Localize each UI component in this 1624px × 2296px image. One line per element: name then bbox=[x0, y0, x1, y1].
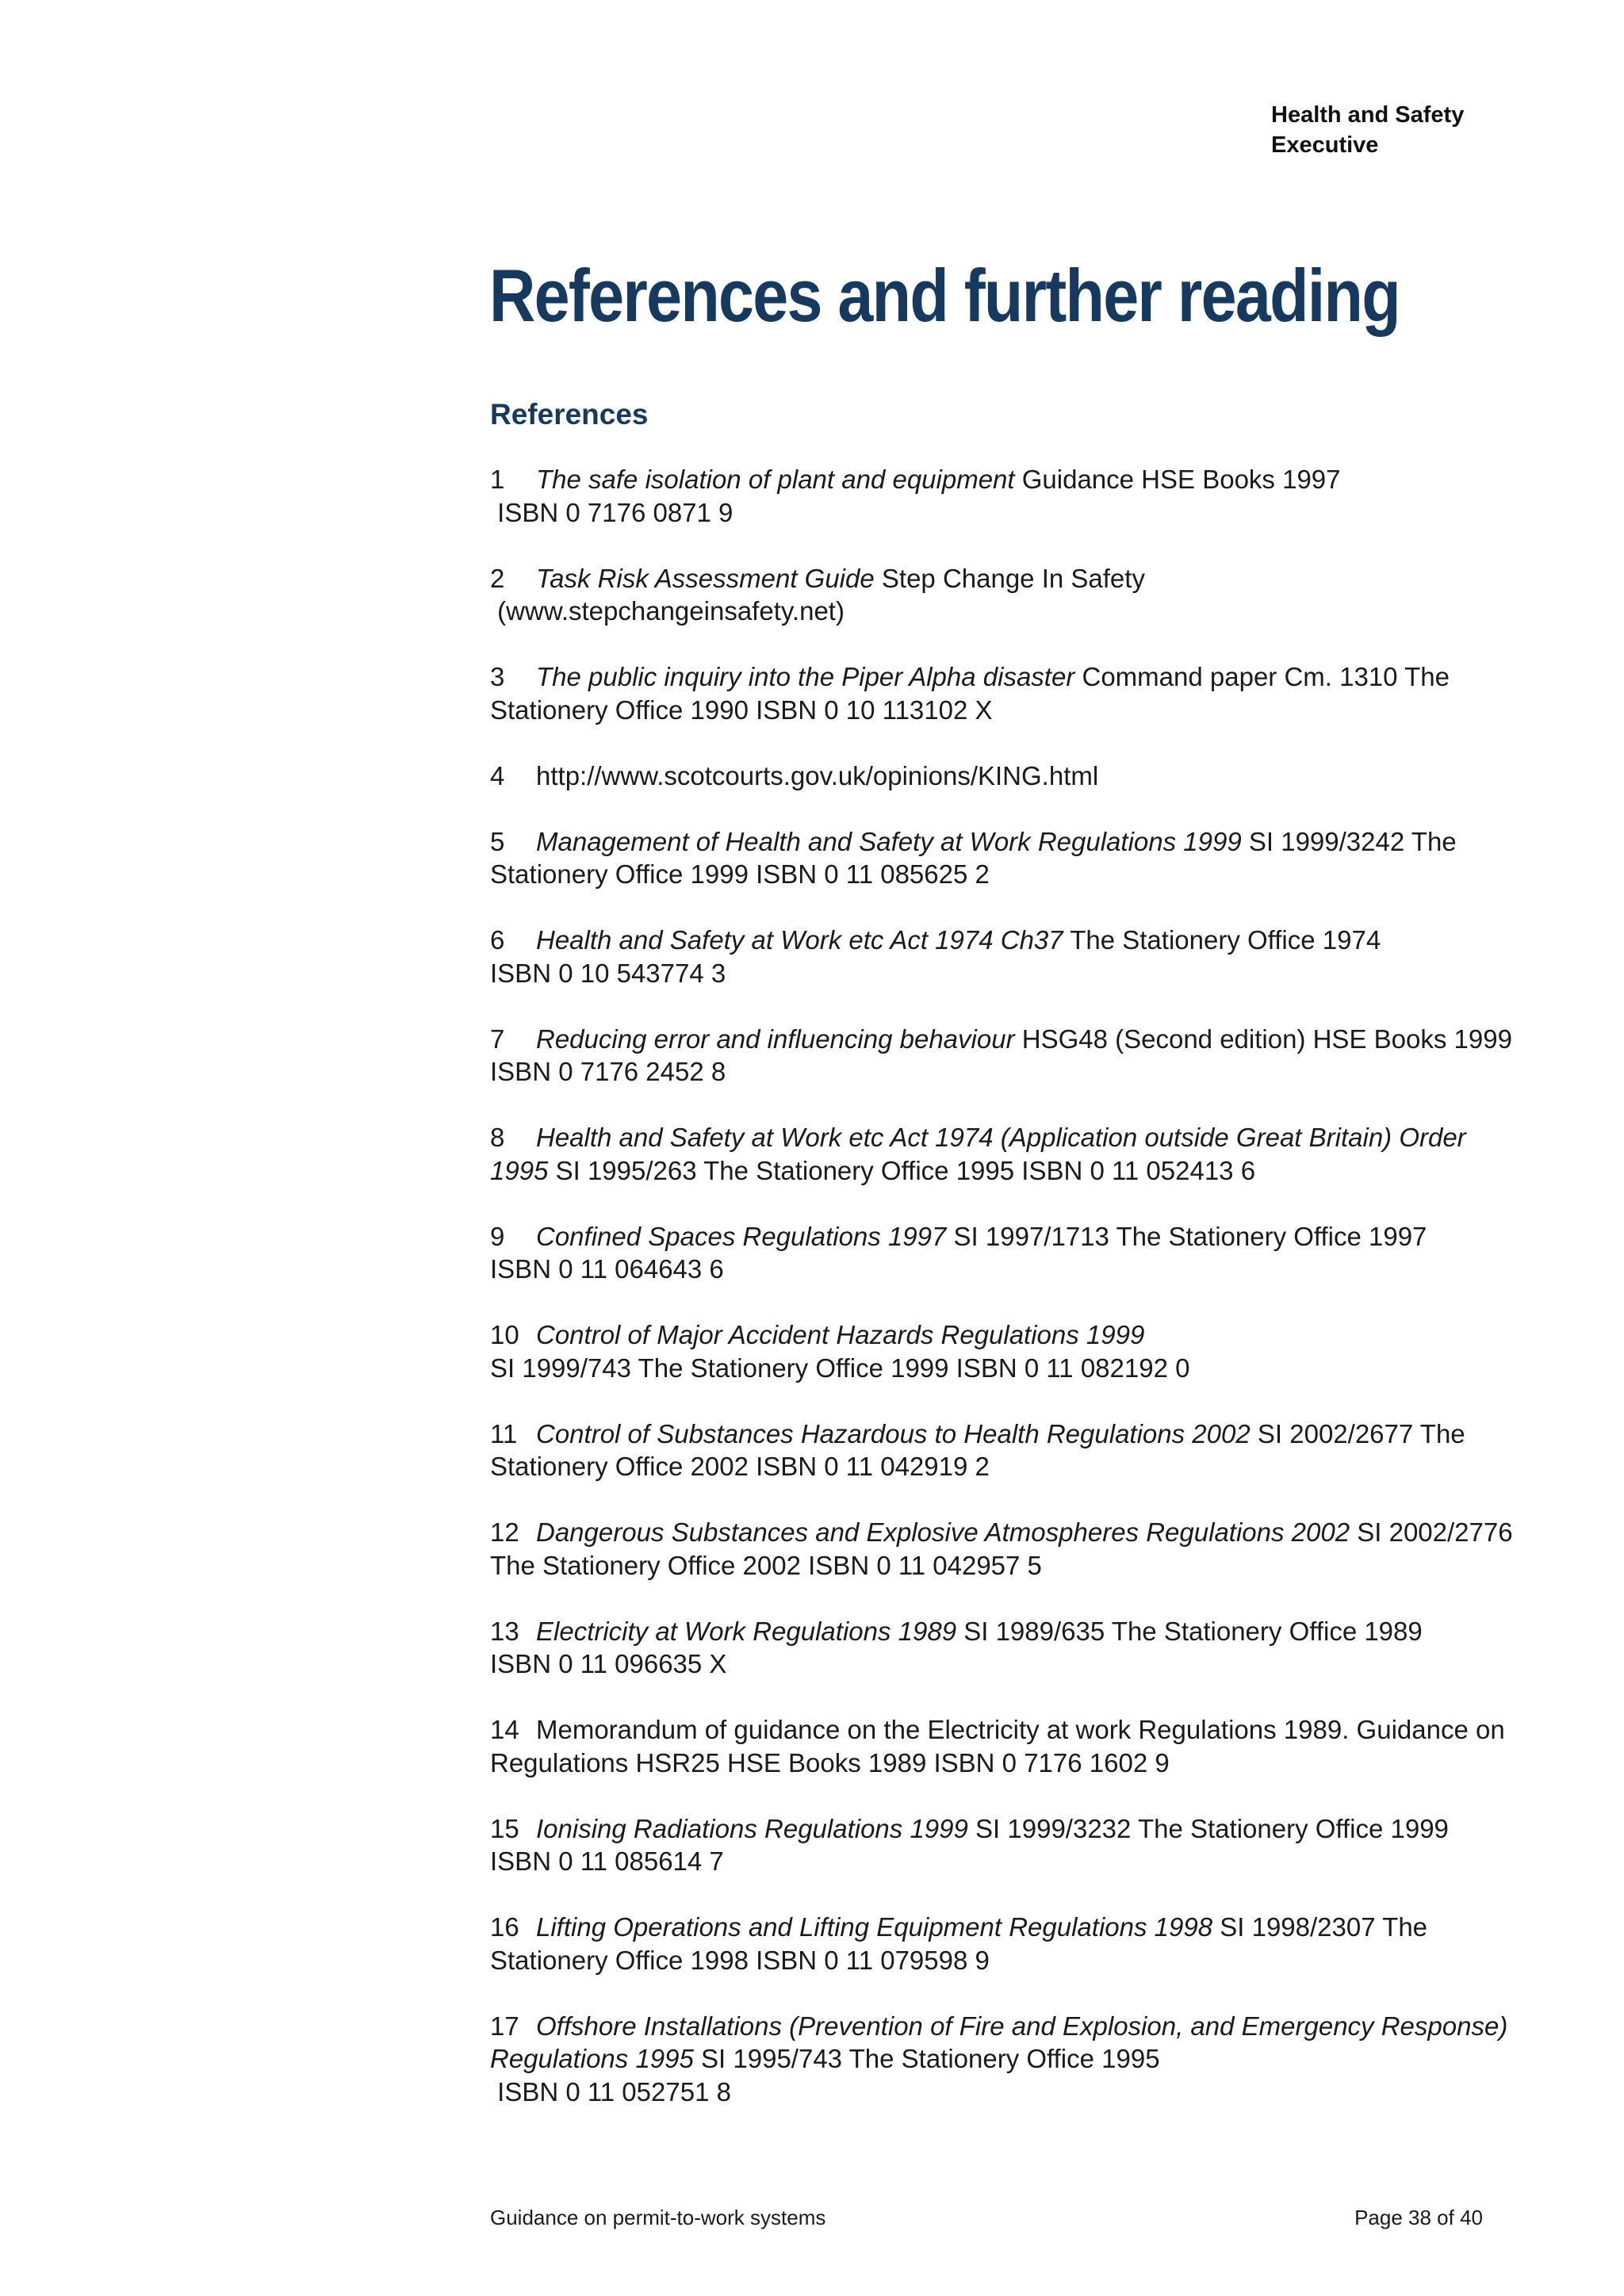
reference-title: Lifting Operations and Lifting Equipment Regulations 1998 bbox=[536, 1912, 1213, 1942]
reference-title: The safe isolation of plant and equipment bbox=[536, 465, 1015, 494]
reference-item bbox=[490, 1318, 1513, 1384]
reference-number: 16 bbox=[490, 1912, 519, 1942]
reference-number: 7 bbox=[490, 1024, 505, 1054]
reference-item bbox=[490, 1615, 1513, 1681]
reference-number: 11 bbox=[490, 1418, 518, 1448]
reference-item bbox=[490, 1023, 1520, 1089]
reference-details: HSG48 (Second edition) HSE Books 1999 ISBN 0 7176 2452 8 bbox=[490, 1024, 1520, 1086]
reference-number: 12 bbox=[490, 1517, 519, 1547]
reference-number: 14 bbox=[490, 1715, 519, 1744]
reference-item bbox=[490, 1418, 1513, 1483]
reference-details: Guidance HSE Books 1997 bbox=[1014, 465, 1348, 494]
reference-details: SI 2002/2677 The Stationery Office 2002 ISBN 0 11 042919 2 bbox=[490, 1418, 1473, 1481]
reference-item bbox=[490, 463, 1513, 529]
reference-title: Task Risk Assessment Guide bbox=[536, 563, 875, 593]
reference-details: SI 1989/635 The Stationery Office 1989 bbox=[956, 1616, 1430, 1646]
reference-title: Reducing error and influencing behaviour bbox=[536, 1024, 1015, 1054]
reference-number: 15 bbox=[490, 1813, 519, 1843]
reference-item bbox=[490, 825, 1513, 891]
reference-details-continued: ISBN 0 7176 0871 9 bbox=[490, 497, 733, 527]
organisation-name bbox=[1271, 100, 1509, 160]
reference-details-continued: (www.stepchangeinsafety.net) bbox=[490, 596, 845, 626]
reference-number: 4 bbox=[490, 760, 505, 790]
page-title: References and further reading bbox=[489, 254, 1400, 337]
reference-details: SI 1995/743 The Stationery Office 1995 bbox=[693, 2044, 1167, 2073]
reference-item bbox=[490, 562, 1513, 628]
reference-title: Control of Major Accident Hazards Regulations 1999 bbox=[536, 1320, 1145, 1349]
reference-details-continued: ISBN 0 10 543774 3 bbox=[490, 958, 726, 988]
reference-number: 17 bbox=[490, 2011, 519, 2041]
reference-number: 10 bbox=[490, 1320, 519, 1349]
reference-details: SI 1999/3232 The Stationery Office 1999 ISBN 0 11 085614 7 bbox=[490, 1813, 1457, 1876]
reference-details: SI 1999/3242 The Stationery Office 1999 ISBN 0 11 085625 2 bbox=[490, 826, 1464, 889]
reference-details: SI 1997/1713 The Stationery Office 1997 bbox=[946, 1221, 1434, 1251]
footer-page-number: Page 38 of 40 bbox=[1354, 2206, 1483, 2229]
reference-title: Health and Safety at Work etc Act 1974 Ch37 bbox=[536, 925, 1063, 955]
reference-details-continued: SI 1999/743 The Stationery Office 1999 ISBN 0 11 082192 0 bbox=[490, 1353, 1190, 1383]
reference-item bbox=[490, 660, 1513, 726]
section-heading-references: References bbox=[490, 398, 649, 430]
reference-details: The Stationery Office 1974 bbox=[1063, 925, 1388, 955]
reference-details: SI 1995/263 The Stationery Office 1995 ISBN 0 11 052413 6 bbox=[548, 1155, 1256, 1185]
reference-title: Health and Safety at Work etc Act 1974 (Application outside Great Britain) Order 1995 bbox=[490, 1123, 1466, 1185]
reference-details: SI 1998/2307 The Stationery Office 1998 ISBN 0 11 079598 9 bbox=[490, 1912, 1435, 1975]
reference-item bbox=[490, 1713, 1513, 1779]
reference-item bbox=[490, 760, 1513, 793]
reference-title: Control of Substances Hazardous to Health Regulations 2002 bbox=[536, 1418, 1251, 1448]
reference-number: 3 bbox=[490, 662, 505, 691]
reference-item bbox=[490, 1812, 1513, 1878]
reference-details bbox=[1144, 1320, 1151, 1349]
reference-title: Confined Spaces Regulations 1997 bbox=[536, 1221, 947, 1251]
reference-title: Ionising Radiations Regulations 1999 bbox=[536, 1813, 968, 1843]
reference-details: http://www.scotcourts.gov.uk/opinions/KING.html bbox=[536, 760, 1099, 790]
reference-number: 2 bbox=[490, 563, 505, 593]
reference-item bbox=[490, 1911, 1513, 1976]
reference-details-continued: ISBN 0 11 096635 X bbox=[490, 1649, 727, 1678]
reference-title: Offshore Installations (Prevention of Fire and Explosion, and Emergency Response) Regulations 1995 bbox=[490, 2011, 1508, 2073]
reference-number: 8 bbox=[490, 1123, 505, 1152]
reference-item bbox=[490, 1220, 1513, 1286]
reference-number: 9 bbox=[490, 1221, 505, 1251]
reference-item bbox=[490, 1121, 1513, 1187]
reference-title: Management of Health and Safety at Work Regulations 1999 bbox=[536, 826, 1242, 856]
organisation-name-line2: Executive bbox=[1271, 132, 1379, 158]
reference-title: Electricity at Work Regulations 1989 bbox=[536, 1616, 957, 1646]
reference-item bbox=[490, 2010, 1513, 2109]
reference-number: 13 bbox=[490, 1616, 519, 1646]
reference-details-continued: ISBN 0 11 052751 8 bbox=[490, 2076, 731, 2107]
reference-details: SI 2002/2776 The Stationery Office 2002 ISBN 0 11 042957 5 bbox=[490, 1517, 1520, 1580]
reference-details-continued: ISBN 0 11 064643 6 bbox=[490, 1254, 724, 1284]
reference-title: The public inquiry into the Piper Alpha disaster bbox=[536, 662, 1075, 691]
reference-details: Step Change In Safety bbox=[874, 563, 1153, 593]
reference-item bbox=[490, 1516, 1520, 1582]
reference-number: 1 bbox=[490, 465, 505, 494]
reference-number: 6 bbox=[490, 925, 505, 955]
reference-details: Memorandum of guidance on the Electricity at work Regulations 1989. Guidance on Regulations HSR25 HSE Books 1989 ISBN 0 7176 1602 9 bbox=[490, 1715, 1512, 1777]
reference-title: Dangerous Substances and Explosive Atmospheres Regulations 2002 bbox=[536, 1517, 1350, 1547]
reference-details: Command paper Cm. 1310 The Stationery Office 1990 ISBN 0 10 113102 X bbox=[490, 662, 1457, 725]
reference-number: 5 bbox=[490, 826, 505, 856]
organisation-name-line1: Health and Safety bbox=[1271, 102, 1465, 128]
reference-item bbox=[490, 924, 1513, 989]
footer-document-title: Guidance on permit-to-work systems bbox=[490, 2206, 826, 2229]
